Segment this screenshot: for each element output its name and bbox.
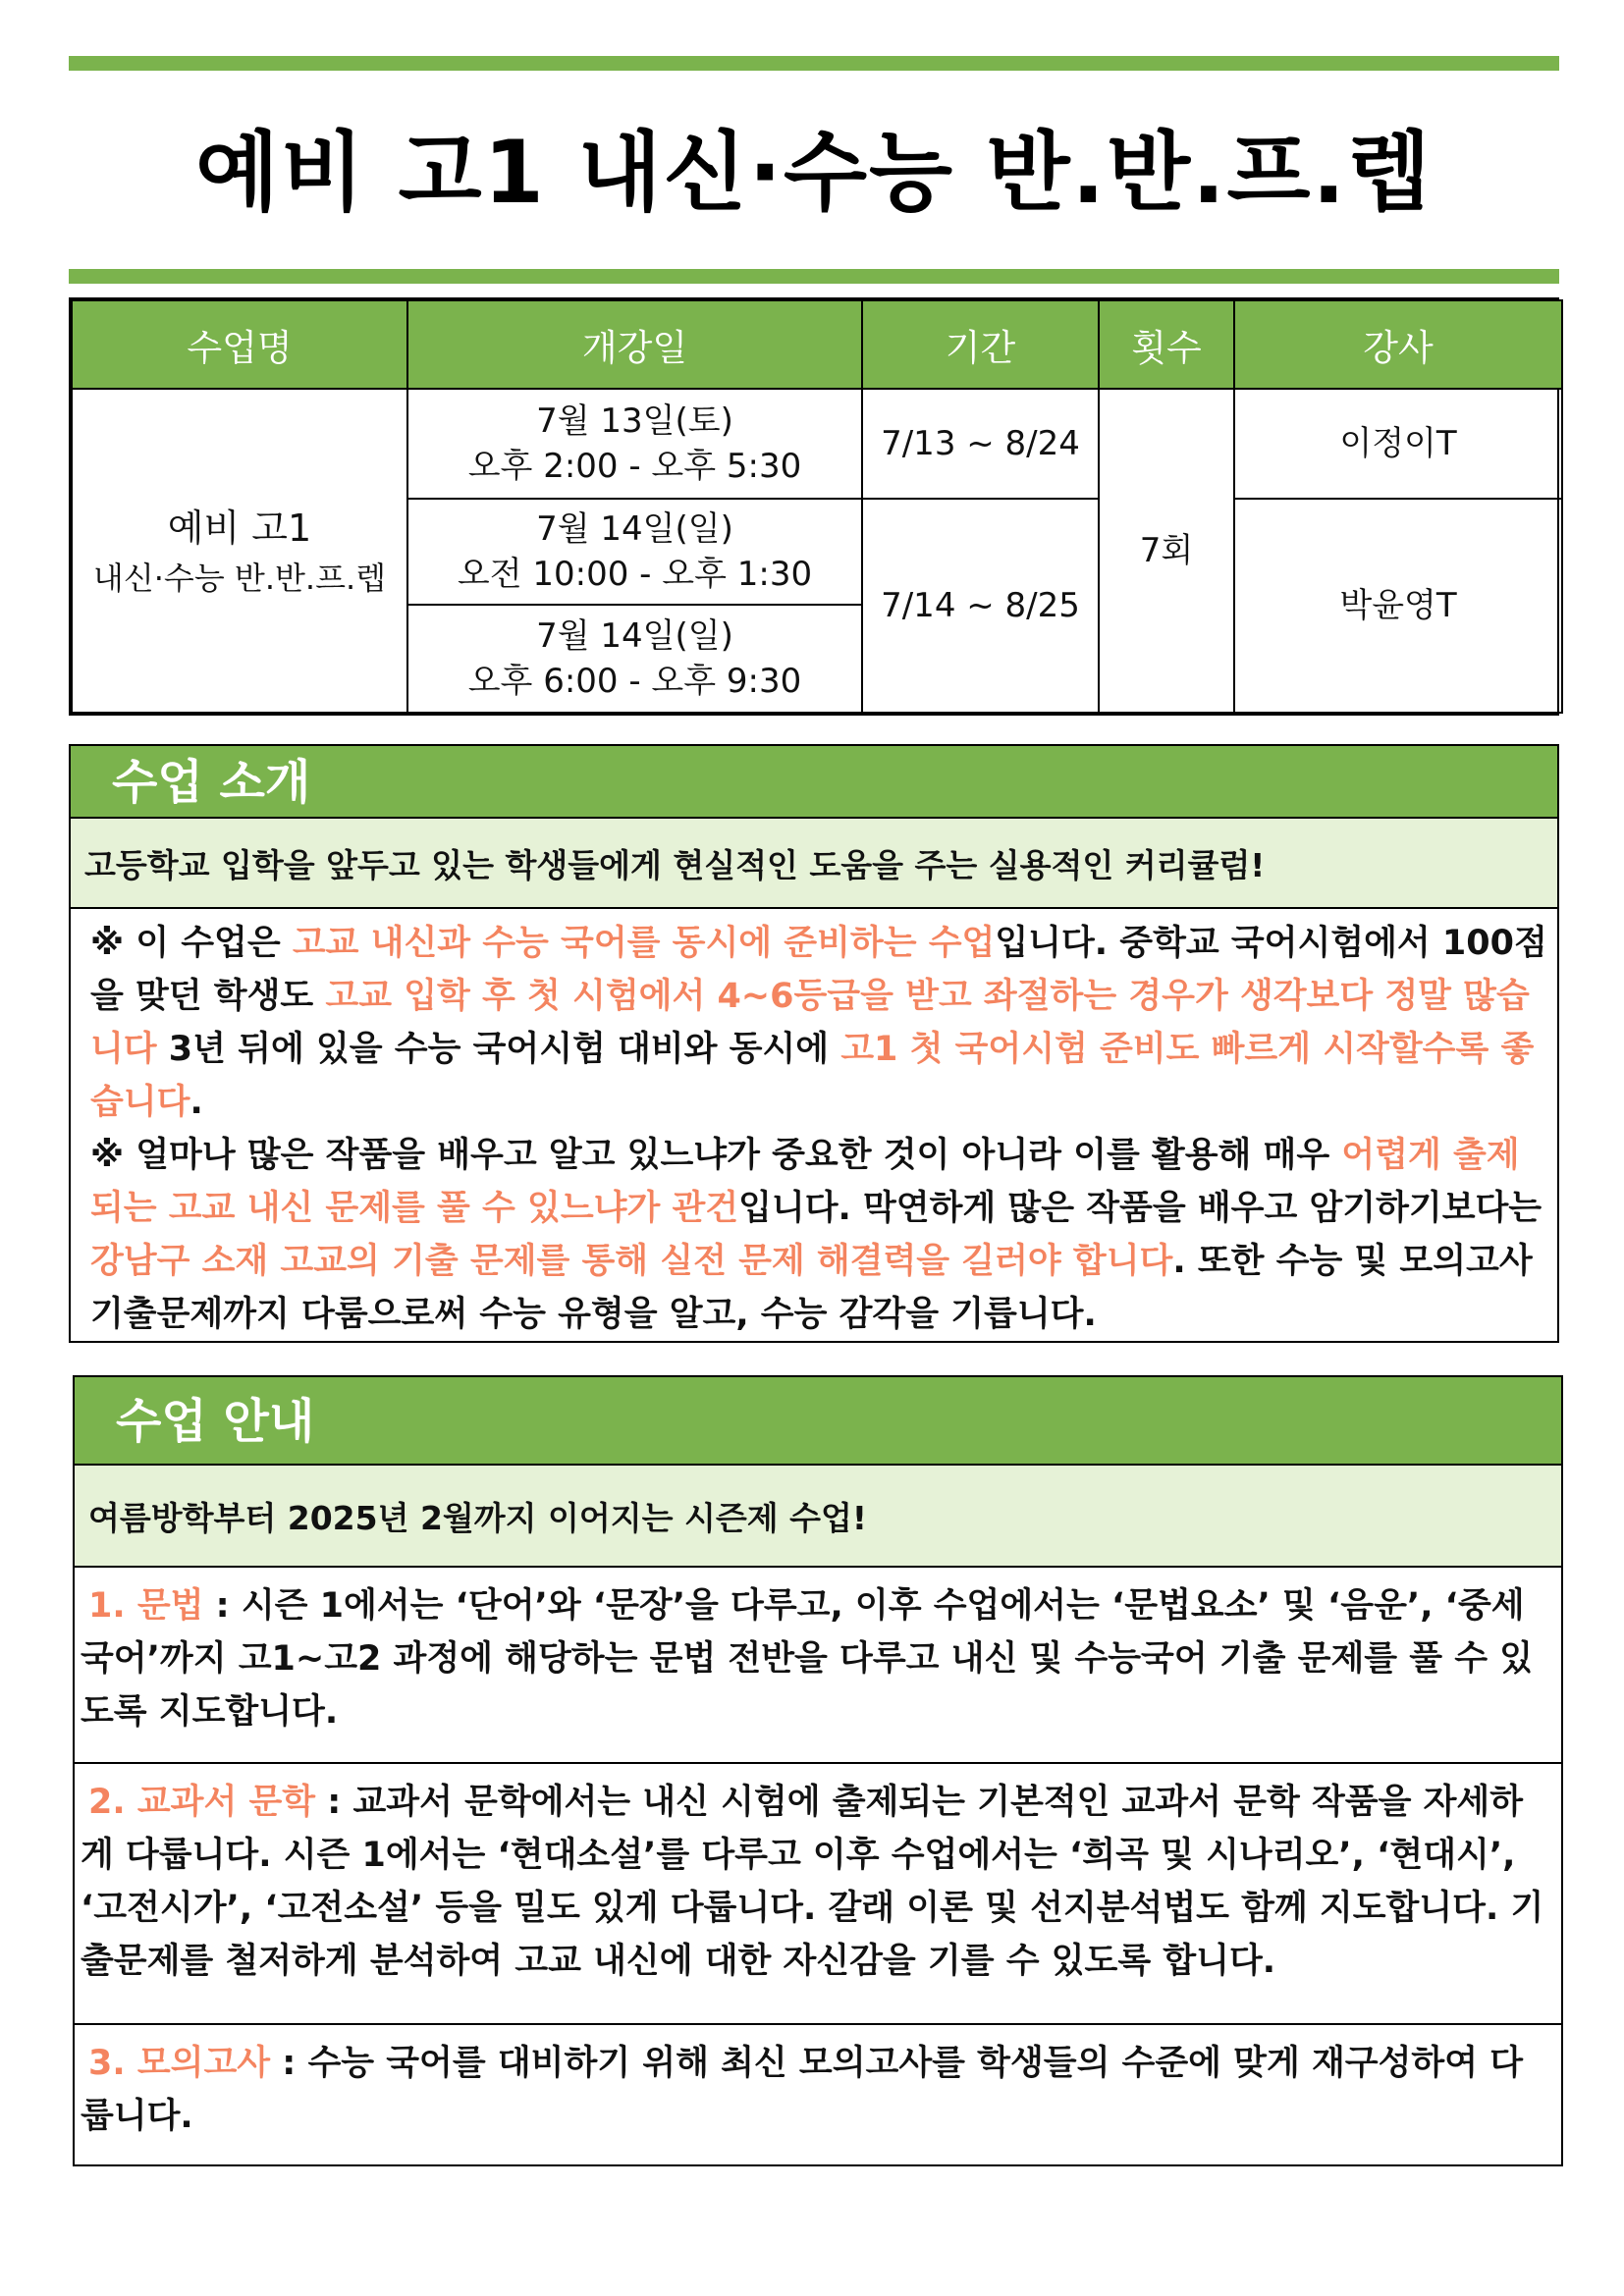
course-name-line1: 예비 고1	[167, 507, 312, 550]
guide-item-label: 2. 교과서 문학	[88, 1783, 316, 1822]
count-cell: 7회	[1099, 389, 1234, 713]
guide-box	[73, 1375, 1563, 2166]
guide-item-grammar	[75, 1568, 1561, 1764]
highlight-text: 강남구 소재 고교의 기출 문제를 통해 실전 문제 해결력을 길러야 합니다	[90, 1242, 1173, 1281]
page-title: 예비 고1 내신·수능 반.반.프.렙	[195, 122, 1433, 223]
session-cell	[407, 389, 862, 499]
course-name-cell	[72, 389, 407, 713]
guide-item-mock-exam	[75, 2025, 1561, 2143]
teacher-cell: 이정이T	[1234, 389, 1562, 499]
guide-item-label: 3. 모의고사	[88, 2044, 271, 2083]
guide-item-text: : 수능 국어를 대비하기 위해 최신 모의고사를 학생들의 수준에 맞게 재구성하여 다룹니다.	[81, 2044, 1524, 2136]
col-header-count: 횟수	[1099, 300, 1234, 389]
col-header-teacher: 강사	[1234, 300, 1562, 389]
course-name-line2: 내신·수능 반.반.프.렙	[92, 560, 387, 597]
col-header-start-date: 개강일	[407, 300, 862, 389]
session-date: 7월 13일(토)	[536, 401, 733, 441]
session-time: 오후 6:00 - 오후 9:30	[467, 662, 802, 701]
intro-body	[71, 909, 1557, 1341]
session-time: 오전 10:00 - 오후 1:30	[457, 555, 813, 594]
table-row	[72, 389, 1562, 499]
guide-item-textbook-literature	[75, 1764, 1561, 2025]
intro-heading: 수업 소개	[71, 746, 1557, 819]
highlight-text: 고교 입학 후 첫 시험에서 4~6등급을 받고 좌절하는 경우가 생각보다 정말 많습니다	[90, 977, 1530, 1069]
session-time: 오후 2:00 - 오후 5:30	[467, 447, 802, 486]
session-date: 7월 14일(일)	[536, 616, 733, 656]
highlight-text: 고1 첫 국어시험 준비도 빠르게 시작할수록 좋습니다	[90, 1030, 1535, 1122]
session-cell	[407, 499, 862, 605]
title-underline-bar	[69, 269, 1559, 284]
schedule-table	[69, 297, 1559, 716]
guide-item-label: 1. 문법	[88, 1586, 204, 1626]
schedule-header-row	[72, 300, 1562, 389]
period-cell: 7/14 ~ 8/25	[862, 499, 1099, 713]
highlight-text: 고교 내신과 수능 국어를 동시에 준비하는 수업	[292, 924, 996, 963]
session-cell	[407, 605, 862, 713]
period-cell: 7/13 ~ 8/24	[862, 389, 1099, 499]
teacher-cell: 박윤영T	[1234, 499, 1562, 713]
guide-heading: 수업 안내	[75, 1377, 1561, 1466]
guide-item-text: : 교과서 문학에서는 내신 시험에 출제되는 기본적인 교과서 문학 작품을 자세하게 다룹니다. 시즌 1에서는 ‘현대소설’를 다루고 이후 수업에서는 ‘희곡 및 시나리오’, ‘현대시’, ‘고전시가’, ‘고전소설’ 등을 밀도 있게 다룹니다. 갈래 이론 및 선지분석법도 함께 지도합니다. 기출문제를 철저하게 분석하여 고교 내신에 대한 자신감을 기를 수 있도록 합니다.	[81, 1783, 1544, 1981]
guide-item-text: : 시즌 1에서는 ‘단어’와 ‘문장’을 다루고, 이후 수업에서는 ‘문법요소’ 및 ‘음운’, ‘중세국어’까지 고1~고2 과정에 해당하는 문법 전반을 다루고 내신 및 수능국어 기출 문제를 풀 수 있도록 지도합니다.	[81, 1586, 1534, 1732]
intro-subtitle: 고등학교 입학을 앞두고 있는 학생들에게 현실적인 도움을 주는 실용적인 커리큘럼!	[71, 819, 1557, 909]
col-header-course: 수업명	[72, 300, 407, 389]
top-green-bar	[69, 56, 1559, 71]
guide-subtitle: 여름방학부터 2025년 2월까지 이어지는 시즌제 수업!	[75, 1466, 1561, 1568]
intro-paragraph-2: ※ 얼마나 많은 작품을 배우고 알고 있느냐가 중요한 것이 아니라 이를 활용해 매우 어렵게 출제되는 고교 내신 문제를 풀 수 있느냐가 관건입니다. 막연하게 많은 작품을 배우고 암기하기보다는 강남구 소재 고교의 기출 문제를 통해 실전 문제 해결력을 길러야 합니다. 또한 수능 및 모의고사 기출문제까지 다룸으로써 수능 유형을 알고, 수능 감각을 기릅니다.	[90, 1136, 1543, 1334]
intro-paragraph-1: ※ 이 수업은 고교 내신과 수능 국어를 동시에 준비하는 수업입니다. 중학교 국어시험에서 100점을 맞던 학생도 고교 입학 후 첫 시험에서 4~6등급을 받고 좌절하는 경우가 생각보다 정말 많습니다 3년 뒤에 있을 수능 국어시험 대비와 동시에 고1 첫 국어시험 준비도 빠르게 시작할수록 좋습니다.	[90, 924, 1547, 1122]
intro-box	[69, 744, 1559, 1343]
session-date: 7월 14일(일)	[536, 509, 733, 549]
col-header-period: 기간	[862, 300, 1099, 389]
highlight-text: 어렵게 출제되는 고교 내신 문제를 풀 수 있느냐가 관건	[90, 1136, 1520, 1228]
